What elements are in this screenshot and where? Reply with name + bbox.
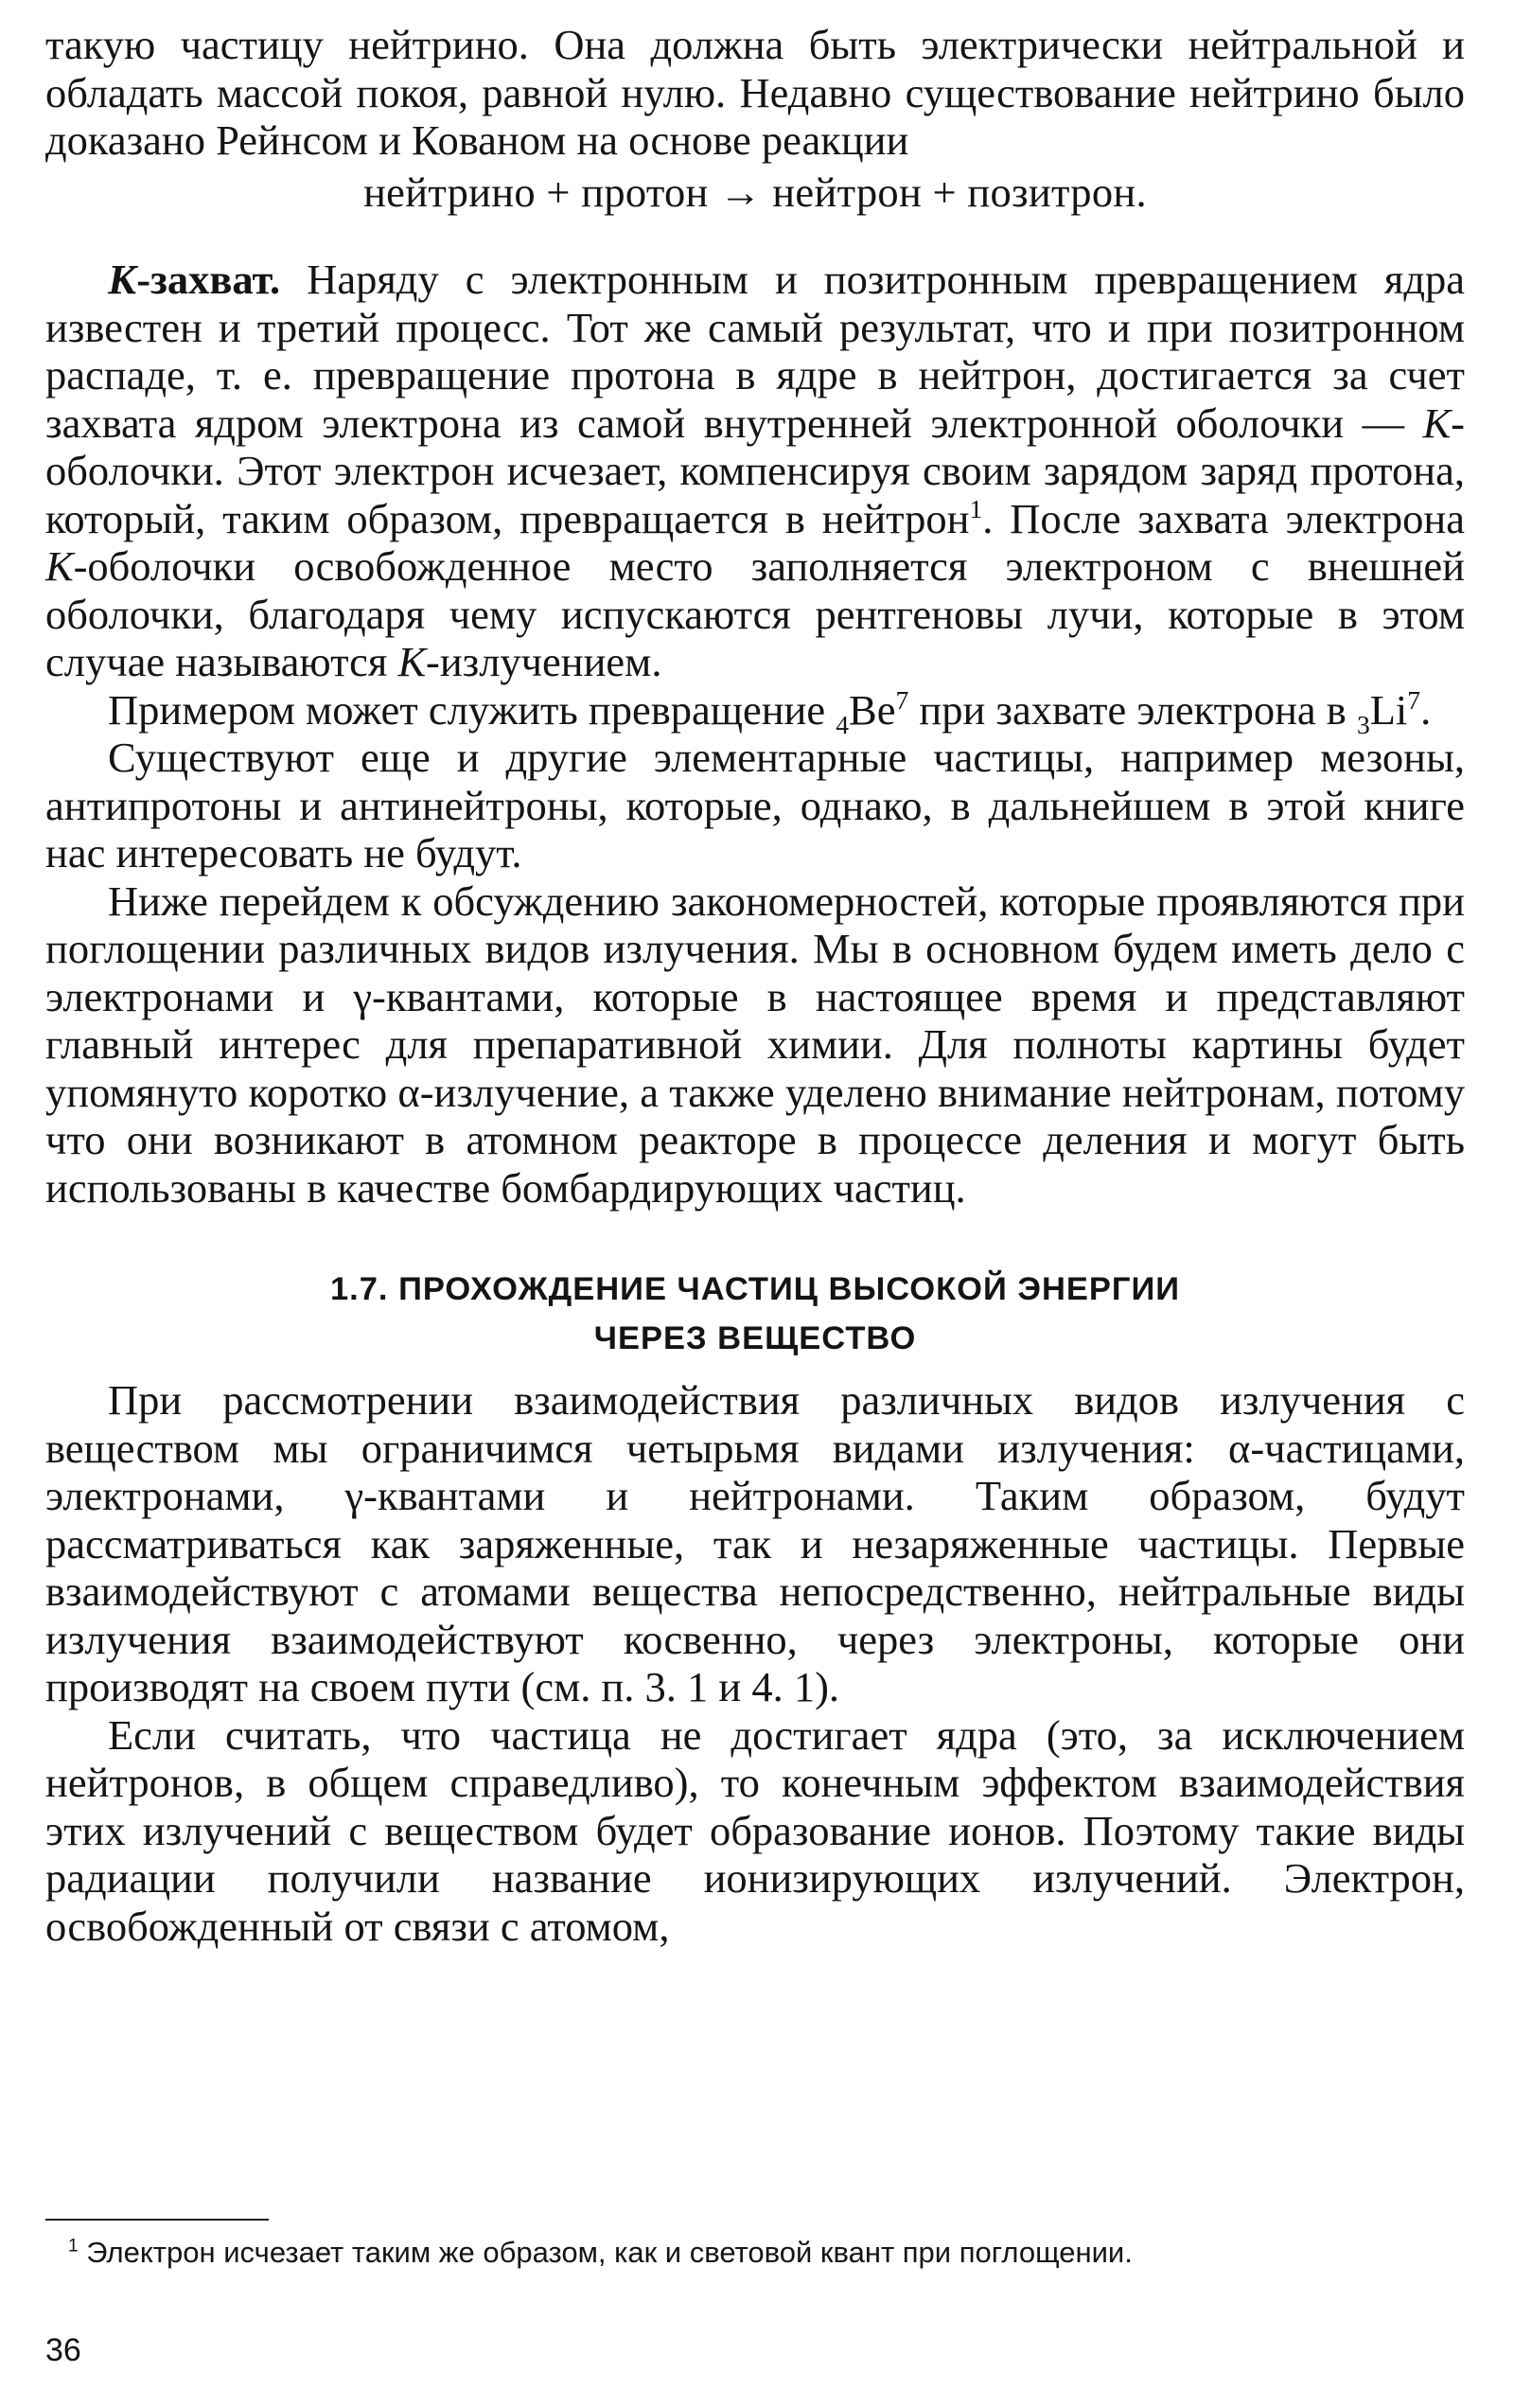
footnote-reference: 1 (969, 493, 983, 523)
paragraph-ionization: Если считать, что частица не достигает ядра (это, за исключением нейтронов, в общем справедливо), то конечным эффектом взаимодействия этих излучений с веществом будет образование ионов. Поэтому такие виды радиации получили название ионизирующих излучений. Электрон, освобожденный от связи с атомом, (45, 1710, 1465, 1950)
paragraph-k-capture: К-захват. Наряду с электронным и позитронным превращением ядра известен и третий процесс. Тот же самый результат, что и при позитронном распаде, т. е. превращение протона в ядре в нейтрон, достигается за счет захвата ядром электрона из самой внутренней электронной оболочки — К-оболочки. Этот электрон исчезает, компенсируя своим зарядом заряд протона, который, таким образом, превращается в нейтрон$^1$. После захвата электрона К-оболочки освобожденное место заполняется электроном с внешней оболочки, благодаря чему испускаются рентгеновы лучи, которые в этом случае называются К-излучением. (45, 256, 1465, 685)
page-number: 36 (45, 2332, 81, 2368)
footnote-text: Электрон исчезает таким же образом, как и световой квант при поглощении. (78, 2236, 1133, 2269)
footnote (68, 2234, 1469, 2272)
footnote-mark: 1 (68, 2236, 79, 2257)
paragraph-neutrino: такую частицу нейтрино. Она должна быть электрически нейтральной и обладать массой покоя, равной нулю. Недавно существование нейтрино было доказано Рейнсом и Кованом на основе реакции (45, 21, 1465, 164)
section-heading-line1: 1.7. ПРОХОЖДЕНИЕ ЧАСТИЦ ВЫСОКОЙ ЭНЕРГИИ (329, 1271, 1181, 1307)
reaction-formula: нейтрино + протон → нейтрон + позитрон. (363, 168, 1147, 216)
section-heading (45, 1265, 1465, 1363)
section-heading-line2: ЧЕРЕЗ ВЕЩЕСТВО (593, 1320, 917, 1356)
footnote-divider (45, 2219, 269, 2221)
paragraph-other-particles: Существуют еще и другие элементарные частицы, например мезоны, антипротоны и антинейтроны, которые, однако, в дальнейшем в этой книге нас интересовать не будут. (45, 734, 1465, 876)
paragraph-interaction: При рассмотрении взаимодействия различных видов излучения с веществом мы ограничимся четырьмя видами излучения: α-частицами, электронами, γ-квантами и нейтронами. Таким образом, будут рассматриваться как заряженные, так и незаряженные частицы. Первые взаимодействуют с атомами вещества непосредственно, нейтральные виды излучения взаимодействуют косвенно, через электроны, которые они производят на своем пути (см. п. 3. 1 и 4. 1). (45, 1376, 1465, 1710)
paragraph-example: Примером может служить превращение $_4Be^7$ при захвате электрона в $_3Li^7$. (108, 684, 1432, 739)
k-capture-label: К-захват. (108, 256, 281, 303)
page-text (45, 21, 1465, 1950)
paragraph-overview: Ниже перейдем к обсуждению закономерностей, которые проявляются при поглощении различных видов излучения. Мы в основном будем иметь дело с электронами и γ-квантами, которые в настоящее время и представляют главный интерес для препаративной химии. Для полноты картины будет упомянуто коротко α-излучение, а также уделено внимание нейтронам, потому что они возникают в атомном реакторе в процессе деления и могут быть использованы в качестве бомбардирующих частиц. (45, 876, 1465, 1212)
